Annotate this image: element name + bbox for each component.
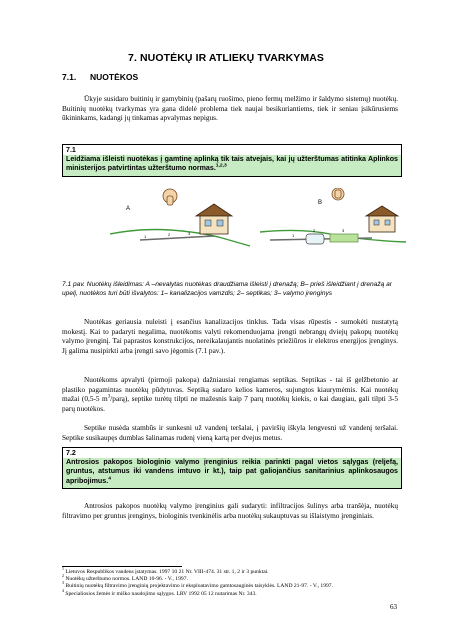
footnote-number: 4 <box>62 588 64 593</box>
thumbs-down-icon <box>163 189 177 205</box>
mark-b-2: 2 <box>313 228 316 233</box>
thumbs-up-icon <box>332 188 344 200</box>
box-statement: Leidžiama išleisti nuotėkas į gamtinę aplinką tik tais atvejais, kai jų užterštumas atitinka Aplinkos ministerijos patvirtintas užterštumo normas. <box>66 155 398 173</box>
footnote-refs: 4 <box>108 476 111 482</box>
panel-b <box>260 188 406 244</box>
paragraph-sediment: Septike nusėda stambūs ir sunkesni už vandenį teršalai, į paviršių iškyla lengvesni už vandenį teršalai. Septike susikaupęs dumblas šalinamas rudenį vieną kartą per dvejus metus. <box>62 423 398 442</box>
mark-b-1: 1 <box>292 233 295 238</box>
paragraph-septic-part-1: Nuotėkoms apvalyti (pirmoji pakopa) dažniausiai rengiamas septikas. Septikas - tai iš gelžbetonio ar plastiko pagamintas nuotėkų pūdytuvas. Septiką sudaro kelios kameros, sujungtos kiaurymėmis. Kai nuotėkų mažai (0,5-5 m <box>62 375 398 404</box>
paragraph-second-stage: Antrosios pakopos nuotėkų valymo įrenginius gali sudaryti: infiltracijos šulinys arba tranšėja, nuotėkų filtravimo per gruntus įrenginys, biologinis tvenkinėlis arba nuotėkų sukauptuvas su išlaistymo įrenginiais. <box>62 501 398 520</box>
chapter-title: 7. NUOTĖKŲ IR ATLIEKŲ TVARKYMAS <box>128 52 324 64</box>
intro-paragraph: Ūkyje susidaro buitinių ir gamybinių (pašarų ruošimo, pieno fermų melžimo ir šaldymo sistemų) nuotėkų. Buitinių nuotėkų tvarkymas yra gana didelė problema tiek naujai besikuriantiems, tiek ir seniau įsikūrusiems ūkininkams, kadangi jų tinkamas apvalymas nepigus. <box>62 94 398 123</box>
panel-b-label: B <box>318 200 323 206</box>
untreated-pipe <box>140 236 214 240</box>
footnote <box>62 588 400 598</box>
section-title: NUOTĖKOS <box>90 72 139 82</box>
paragraph-septic <box>62 375 398 413</box>
house-right <box>366 206 398 232</box>
paragraph-sewer: Nuotėkas geriausia nuleisti į esančius kanalizacijos tinklus. Tada visas rūpestis - sumokėti nustatytą mokestį. Kai to padaryti negalima, nuotėkoms valyti rekomenduojama įrengti nebrangų dviejų pakopų nuotėkų valymo įrenginį. Tai paprastos konstrukcijos, nereikalaujantis nuolatinės priežiūros ir elektros energijos įrenginys. Jį galima nusipirkti arba įrengti savo jėgomis (7.1 pav.). <box>62 317 398 355</box>
footnote-text: Buitinių nuotėkų filtravimo įrenginių projektavimo ir eksploatavimo gamtosauginės taisyklės. LAND 21-97. - V., 1997. <box>65 583 333 590</box>
paragraph-septic-part-2: /parą), septike turėtų tilpti ne mažesnis kaip 7 parų nuotėkų kiekis, o kai daugiau, gali tilpti 3-5 parų nuotėkos. <box>62 394 399 413</box>
mark-b-3: 3 <box>342 228 345 233</box>
box-number: 7.2 <box>66 449 76 457</box>
footnote-number: 1 <box>62 567 64 572</box>
footnote-number: 2 <box>62 574 64 579</box>
unit-superscript: 3 <box>107 393 111 400</box>
figure-caption: 7.1 pav. Nuotėkų išleidimas: A –nevalytas nuotėkas draudžiama išleisti į drenažą; B– prieš išleidžiant į drenažą ar upelį, nuotėkos turi būti išvalytos: 1– kanalizacijos vamzdis; 2– septikas; 3– valymo įrenginys <box>62 281 392 297</box>
footnote-text: Specialiosios žemės ir miško naudojimo sąlygos. LRV 1992 05 12 nutarimas Nr. 343. <box>65 590 257 597</box>
footnote <box>62 583 400 590</box>
panel-a-label: A <box>126 206 131 212</box>
footnote-text: Nuotėkų užterštumo normos. LAND 10-96. - V., 1997. <box>65 576 188 583</box>
mark-a-2: 2 <box>168 232 171 237</box>
page-number: 63 <box>390 603 397 611</box>
treatment-unit <box>330 234 358 242</box>
house-left <box>196 204 232 234</box>
footnote-separator <box>62 566 182 567</box>
box-text <box>63 155 401 175</box>
section-number: 7.1. <box>62 72 77 82</box>
panel-a <box>110 189 250 246</box>
footnote-number: 3 <box>62 581 64 586</box>
requirement-box-7-2 <box>62 447 402 489</box>
box-statement: Antrosios pakopos biologinio valymo įrenginius reikia parinkti pagal vietos sąlygas (reljefą, gruntus, atstumus iki vandens imtuvo ir kt.), taip pat galiojančius sanitarinius aplinkosaugos apribojimus. <box>66 458 398 485</box>
mark-a-1: 1 <box>144 234 147 239</box>
box-number: 7.1 <box>66 146 76 154</box>
box-text <box>63 458 401 488</box>
mark-a-3: 3 <box>188 231 191 236</box>
footnote-text: Lietuvos Respublikos vandens įstatymas. 1997 10 21 Nr. VIII-474. 31 str. 1, 2 ir 3 punktai. <box>65 569 269 575</box>
septic-tank <box>306 234 324 244</box>
requirement-box-7-1 <box>62 144 402 177</box>
figure-7-1 <box>110 188 410 270</box>
footnotes <box>62 569 400 598</box>
footnote-refs: 1,2,3 <box>215 164 227 170</box>
